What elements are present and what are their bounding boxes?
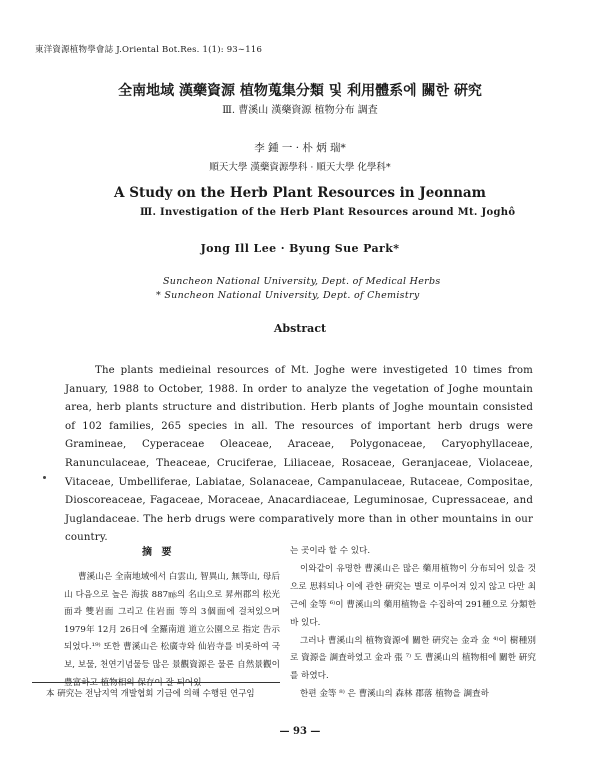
- abstract-text: The plants medieinal resources of Mt. Joghe were investigeted 10 times from January, 1988 to October, 1988. In order to analyze the vegetation of Joghe mountain area, herb plants structure and distribution. Herb plants of Joghe mountain consisted of 102 families, 265 species in all. The resources of important herb drugs were Gramineae, Cyperaceae Oleaceae, Araceae, Polygonaceae, Caryophyllaceae, Ranunculaceae, Theaceae, Cruciferae, Liliaceae, Rosaceae, Geranjaceae, Violaceae, Vitaceae, Umbelliferae, Labiatae, Solanaceae, Campanulaceae, Rutaceae, Compositae, Dioscoreaceae, Fagaceae, Moraceae, Anacardiaceae, Leguminosae, Cupressaceae, and Juglandaceae. The herb drugs were comparatively more than in other mountains in our country.: [65, 365, 533, 544]
- right-paragraph: 그러나 曹溪山의 植物資源에 關한 硏究는 金과 金 ⁴⁾이 樹種別로 資源을 調査하였고 金과 張 ⁷⁾ 도 曹溪山의 植物相에 關한 硏究를 하였다.: [290, 635, 536, 682]
- right-paragraph: 는 곳이라 할 수 있다.: [290, 546, 371, 556]
- right-column: [290, 543, 536, 704]
- summary-heading: 摘 要: [142, 547, 175, 558]
- scan-speck: [43, 476, 46, 479]
- affiliation-1: Suncheon National University, Dept. of Medical Herbs: [163, 276, 441, 287]
- right-paragraph: 한편 金等 ⁸⁾ 은 曹溪山의 森林 郡落 植物을 調査하: [300, 689, 489, 700]
- left-column-text: 曹溪山은 全南地域에서 白雲山, 智異山, 無等山, 母后山 다음으로 높은 海拔 887㎧의 名山으로 昇州郡의 松光面과 雙岩面 그리고 住岩面 等의 3個面에 걸쳐있으며 1979年 12月 26日에 全羅南道 道立公園으로 指定 告示되었다.¹⁹⁾ 또한 曹溪山은 松廣寺와 仙岩寺를 비롯하여 국보, 보물, 천연기념물등 많은 景觀資源은 물론 自然景觀이: [64, 572, 280, 670]
- page-number: — 93 —: [279, 726, 321, 737]
- korean-authors: 李 鍾 一 · 朴 炳 瑞*: [254, 142, 346, 154]
- english-title: A Study on the Herb Plant Resources in Jeonnam: [114, 185, 486, 201]
- abstract-heading: Abstract: [273, 322, 327, 335]
- english-subtitle: Ⅲ. Investigation of the Herb Plant Resources around Mt. Joghô: [140, 207, 516, 218]
- english-authors: Jong Ill Lee · Byung Sue Park*: [200, 242, 400, 255]
- korean-subtitle: Ⅲ. 曹溪山 漢藥資源 植物分布 調査: [222, 105, 378, 116]
- footnote: 本 硏究는 전남지역 개발협회 기금에 의해 수행된 연구임: [46, 689, 255, 699]
- journal-citation: 東洋資源植物學會誌 J.Oriental Bot.Res. 1(1): 93∼116: [35, 45, 263, 55]
- footnote-rule: [32, 682, 280, 683]
- korean-title: 全南地域 漢藥資源 植物蒐集分類 및 利用體系에 關한 硏究: [118, 83, 482, 99]
- right-paragraph: 이와같이 유명한 曹溪山은 많은 藥用植物이 分布되어 있을 것으로 思料되나 이에 관한 硏究는 별로 이루어져 있지 않고 다만 최근에 金等 ⁶⁾이 曹溪山의 藥用植物을 수집하여 291種으로 分類한바 있다.: [290, 563, 536, 628]
- affiliation-2: * Suncheon National University, Dept. of Chemistry: [156, 290, 420, 301]
- korean-affiliation: 順天大學 漢藥資源學科 · 順天大學 化學科*: [209, 162, 391, 173]
